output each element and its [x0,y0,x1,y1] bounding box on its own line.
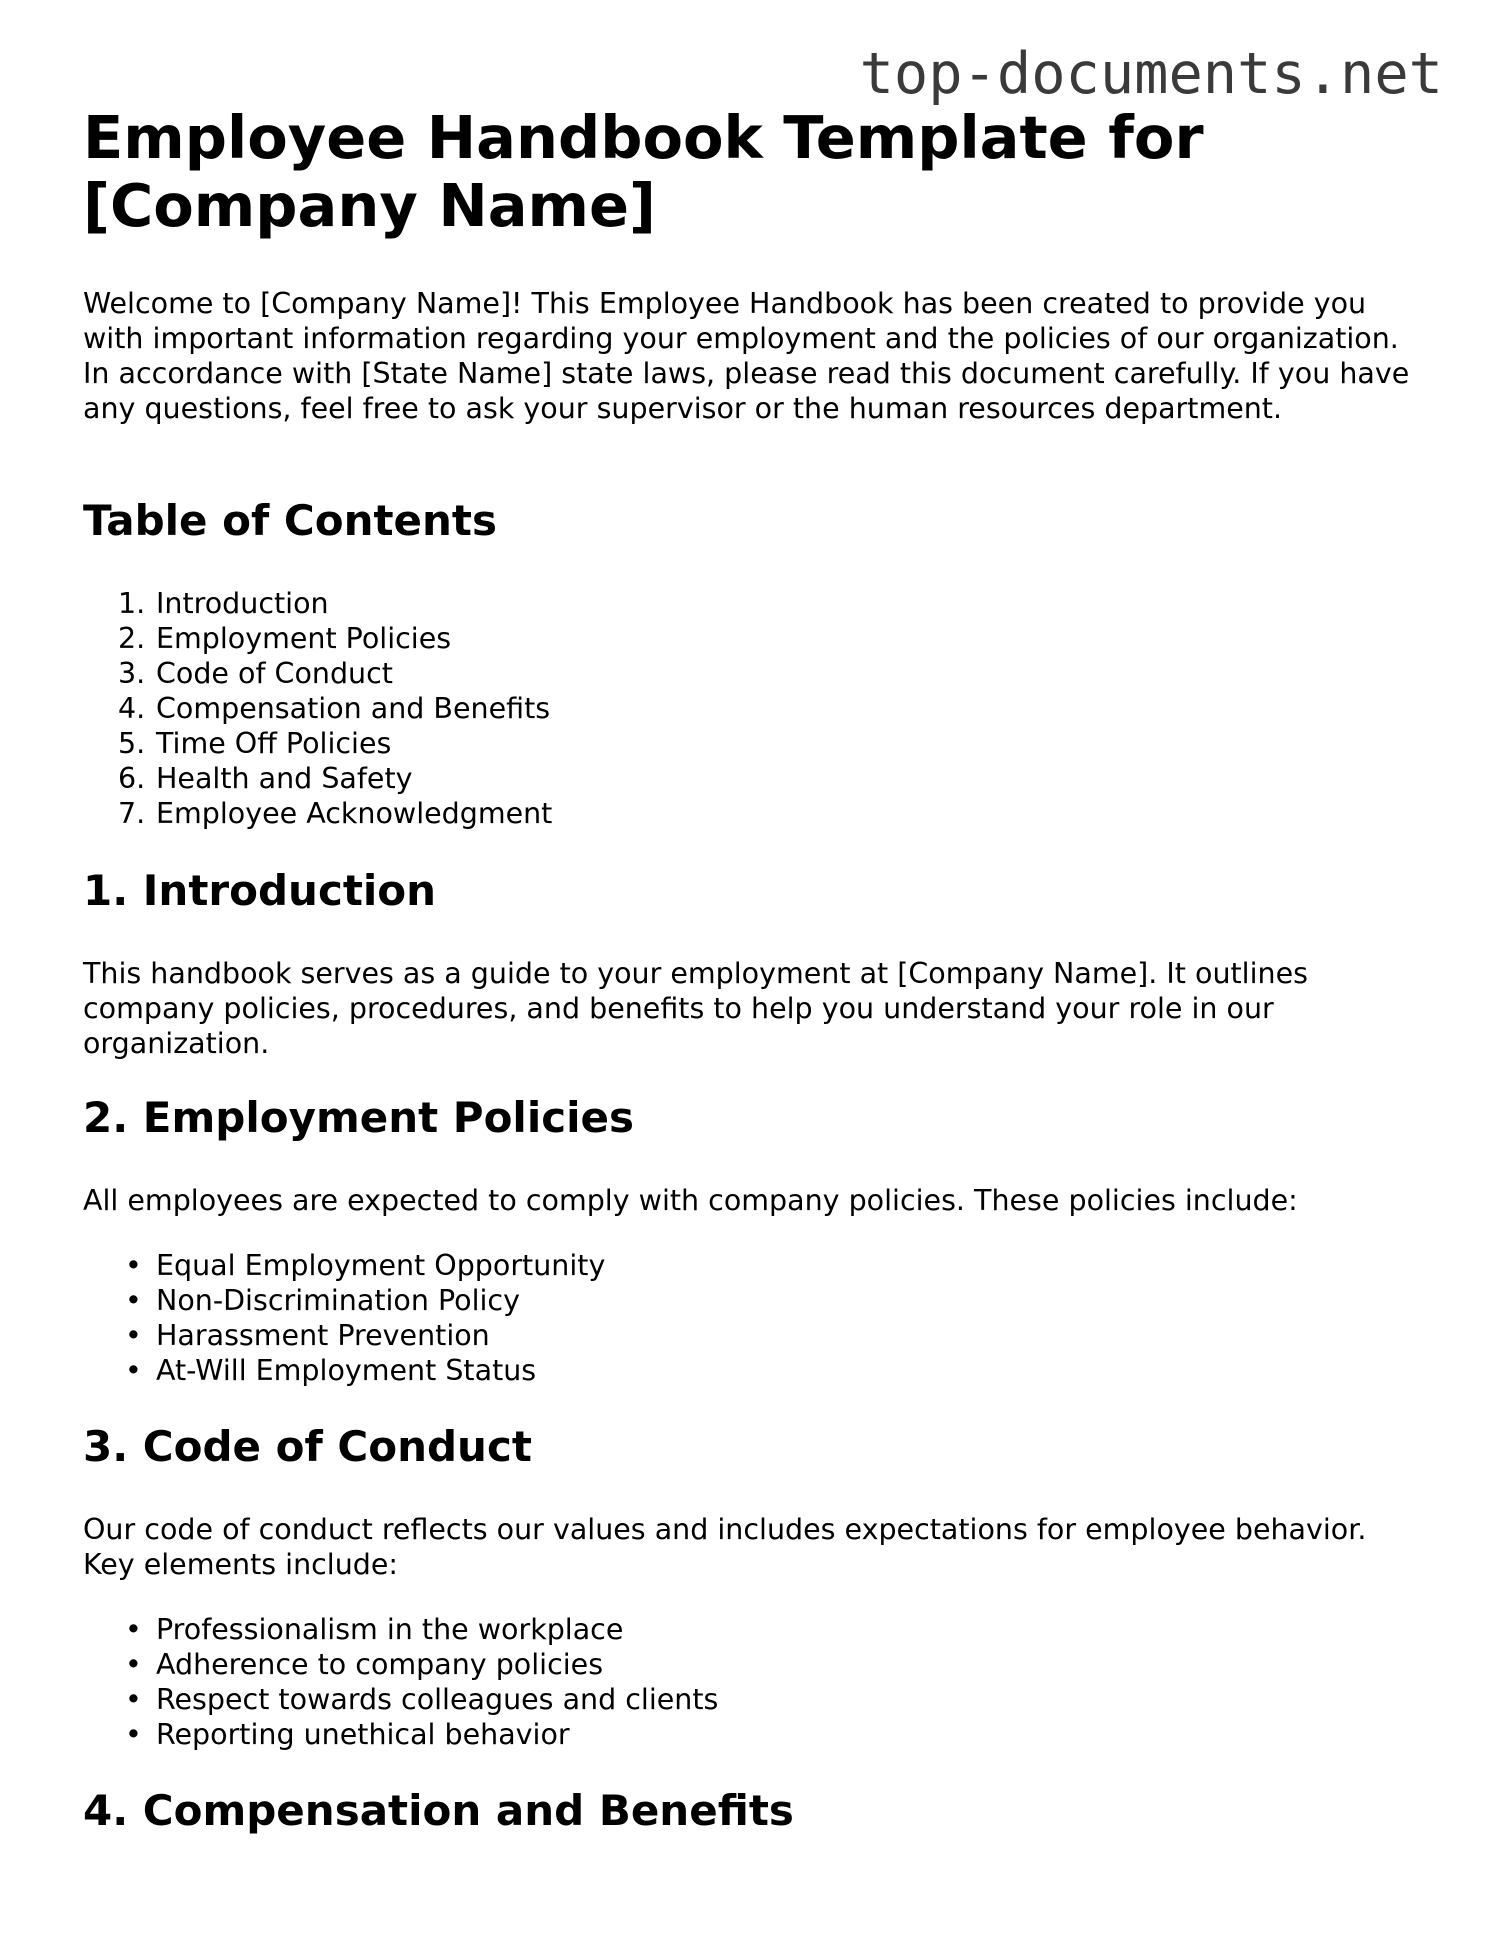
toc-item-label: Code of Conduct [156,657,393,690]
list-item-label: Professionalism in the workplace [156,1613,624,1646]
section-heading-employment: 2. Employment Policies [83,1093,635,1142]
list-item-label: Adherence to company policies [156,1648,604,1681]
toc-item-number: 4. [118,692,146,725]
toc-item-label: Compensation and Benefits [156,692,551,725]
section-heading-introduction: 1. Introduction [83,866,437,915]
toc-item-number: 6. [118,762,146,795]
list-item-label: Respect towards colleagues and clients [156,1683,719,1716]
section-heading-compensation: 4. Compensation and Benefits [83,1786,794,1835]
toc-item-number: 2. [118,622,146,655]
list-item [83,1612,718,1647]
toc-item [83,726,552,761]
bullet-icon: • [125,1718,142,1751]
list-item [83,1647,718,1682]
bullet-icon: • [125,1354,142,1387]
toc-heading: Table of Contents [83,496,498,545]
list-item-label: Reporting unethical behavior [156,1718,570,1751]
watermark: top-documents.net [859,41,1443,107]
document-title: Employee Handbook Template for [Company Name] [83,103,1204,240]
list-item [83,1353,605,1388]
toc-item-label: Health and Safety [156,762,413,795]
list-item-label: Equal Employment Opportunity [156,1249,606,1282]
toc-item [83,656,552,691]
section-text-conduct: Our code of conduct reflects our values and includes expectations for employee behavior. Key elements include: [83,1513,1367,1581]
list-item-label: At-Will Employment Status [156,1354,537,1387]
toc-item [83,761,552,796]
list-item [83,1318,605,1353]
toc-item-number: 3. [118,657,146,690]
toc-item-number: 7. [118,797,146,830]
toc-item-number: 5. [118,727,146,760]
list-item-label: Harassment Prevention [156,1319,490,1352]
list-item [83,1682,718,1717]
bullet-icon: • [125,1249,142,1282]
section-heading-conduct: 3. Code of Conduct [83,1422,532,1471]
conduct-elements-list [83,1612,718,1752]
toc-item-label: Employment Policies [156,622,452,655]
section-text-employment: All employees are expected to comply with company policies. These policies include: [83,1184,1298,1217]
toc-item [83,691,552,726]
bullet-icon: • [125,1319,142,1352]
section-text-introduction: This handbook serves as a guide to your employment at [Company Name]. It outlines company policies, procedures, and benefits to help you understand your role in our organization. [83,957,1308,1060]
employment-policies-list [83,1248,605,1388]
intro-paragraph: Welcome to [Company Name]! This Employee Handbook has been created to provide you with important information regarding your employment and the policies of our organization. In accordance with [State Name] state laws, please read this document carefully. If you have any questions, feel free to ask your supervisor or the human resources department. [83,287,1410,425]
toc-item-label: Employee Acknowledgment [156,797,553,830]
list-item [83,1248,605,1283]
bullet-icon: • [125,1284,142,1317]
toc-item [83,621,552,656]
list-item [83,1283,605,1318]
bullet-icon: • [125,1613,142,1646]
bullet-icon: • [125,1683,142,1716]
toc-item [83,586,552,621]
toc-item-number: 1. [118,587,146,620]
toc-item [83,796,552,831]
toc-list [83,586,552,831]
list-item [83,1717,718,1752]
list-item-label: Non-Discrimination Policy [156,1284,520,1317]
toc-item-label: Time Off Policies [156,727,392,760]
toc-item-label: Introduction [156,587,329,620]
bullet-icon: • [125,1648,142,1681]
